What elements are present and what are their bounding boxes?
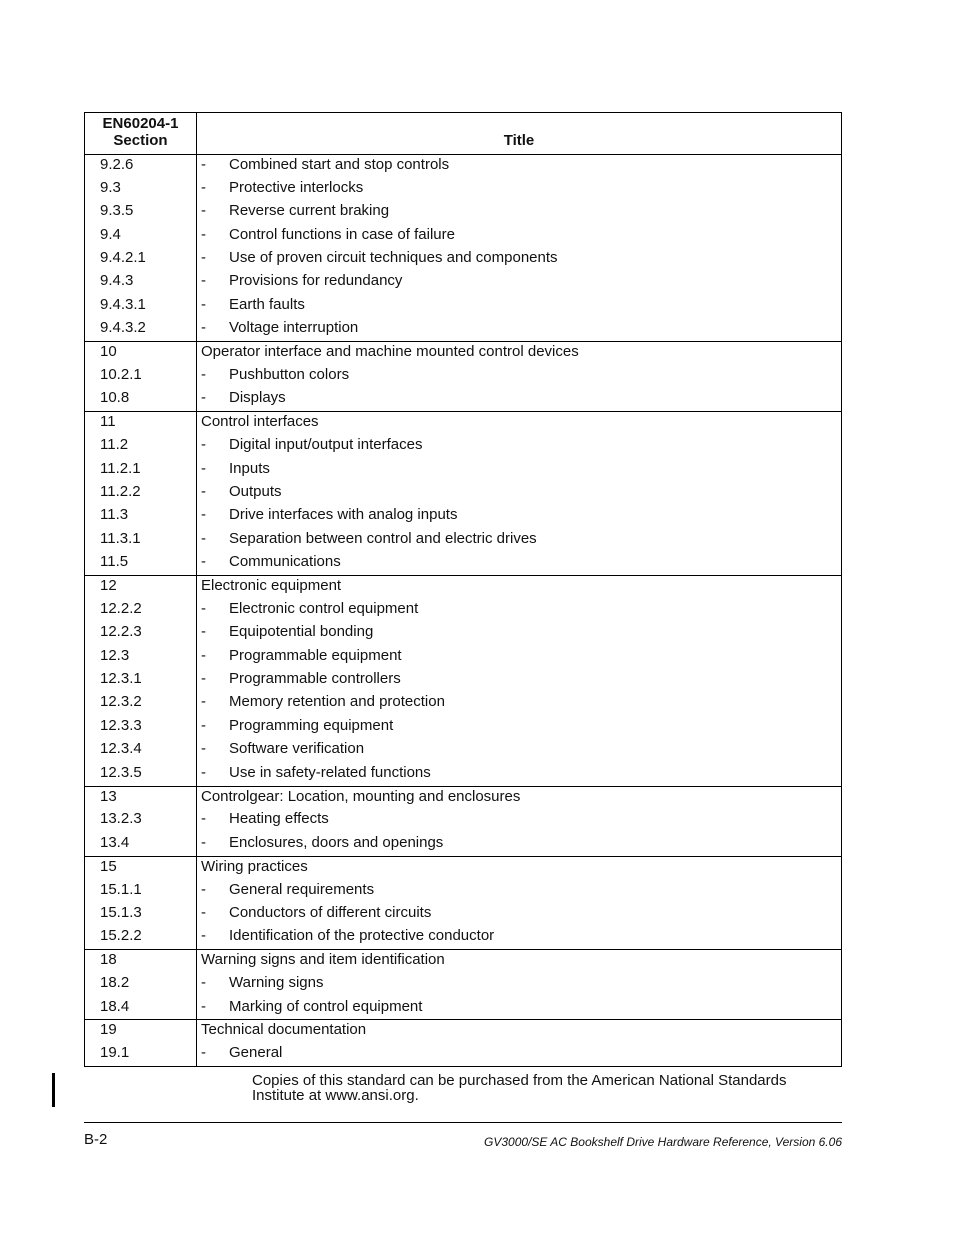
table-row <box>85 295 842 318</box>
section-cell: 12 <box>85 576 197 599</box>
section-cell: 13.2.3 <box>85 809 197 832</box>
title-text: Equipotential bonding <box>229 623 374 641</box>
title-cell <box>197 739 842 762</box>
title-text: Voltage interruption <box>229 319 359 337</box>
title-text: General <box>229 1044 283 1062</box>
section-cell: 11.2.2 <box>85 482 197 505</box>
title-text: Outputs <box>229 482 282 500</box>
dash-bullet: - <box>201 295 206 313</box>
title-text: Operator interface and machine mounted control devices <box>201 343 579 361</box>
dash-bullet: - <box>201 716 206 734</box>
dash-bullet: - <box>201 927 206 945</box>
table-row <box>85 248 842 271</box>
table-row <box>85 435 842 458</box>
table-row <box>85 505 842 528</box>
dash-bullet: - <box>201 319 206 337</box>
title-cell <box>197 646 842 669</box>
title-header-label: Title <box>503 132 535 149</box>
section-cell: 11.2 <box>85 435 197 458</box>
change-bar <box>52 1073 55 1107</box>
table-row <box>85 622 842 645</box>
title-cell <box>197 973 842 996</box>
title-cell <box>197 622 842 645</box>
table-row <box>85 763 842 786</box>
dash-bullet: - <box>201 693 206 711</box>
dash-bullet: - <box>201 389 206 407</box>
section-cell: 15.2.2 <box>85 926 197 949</box>
section-cell: 12.3.4 <box>85 739 197 762</box>
dash-bullet: - <box>201 833 206 851</box>
dash-bullet: - <box>201 249 206 267</box>
title-text: Controlgear: Location, mounting and enclosures <box>201 787 521 805</box>
table-row <box>85 950 842 973</box>
dash-bullet: - <box>201 997 206 1015</box>
footer-rule <box>84 1122 842 1123</box>
table-row <box>85 669 842 692</box>
title-column-header <box>197 113 842 155</box>
section-cell: 12.2.3 <box>85 622 197 645</box>
dash-bullet: - <box>201 1044 206 1062</box>
title-text: Warning signs and item identification <box>201 951 445 969</box>
title-text: Inputs <box>229 459 270 477</box>
section-cell: 12.3.2 <box>85 692 197 715</box>
title-cell <box>197 225 842 248</box>
title-cell <box>197 318 842 341</box>
section-cell: 9.4.3.1 <box>85 295 197 318</box>
title-text: Control interfaces <box>201 413 319 431</box>
section-cell: 12.3.1 <box>85 669 197 692</box>
title-cell <box>197 576 842 599</box>
section-cell: 10.8 <box>85 388 197 411</box>
section-cell: 10.2.1 <box>85 365 197 388</box>
title-text: Identification of the protective conductor <box>229 927 495 945</box>
title-cell <box>197 763 842 786</box>
title-text: Reverse current braking <box>229 202 390 220</box>
title-cell <box>197 388 842 411</box>
title-text: Warning signs <box>229 974 324 992</box>
section-cell: 10 <box>85 342 197 365</box>
section-cell: 9.4 <box>85 225 197 248</box>
table-row <box>85 903 842 926</box>
dash-bullet: - <box>201 272 206 290</box>
table-row <box>85 599 842 622</box>
table-row <box>85 880 842 903</box>
section-cell: 19 <box>85 1020 197 1043</box>
title-cell <box>197 692 842 715</box>
title-text: Combined start and stop controls <box>229 156 450 173</box>
title-text: Programming equipment <box>229 716 394 734</box>
section-cell: 15.1.3 <box>85 903 197 926</box>
title-text: Conductors of different circuits <box>229 904 432 921</box>
title-cell <box>197 342 842 365</box>
title-text: Separation between control and electric drives <box>229 529 537 547</box>
table-row <box>85 1043 842 1067</box>
title-text: Provisions for redundancy <box>229 272 403 290</box>
table-row <box>85 388 842 411</box>
dash-bullet: - <box>201 740 206 758</box>
section-cell: 9.4.3.2 <box>85 318 197 341</box>
section-cell: 12.2.2 <box>85 599 197 622</box>
dash-bullet: - <box>201 880 206 898</box>
title-text: Earth faults <box>229 295 305 313</box>
dash-bullet: - <box>201 436 206 454</box>
section-cell: 12.3.5 <box>85 763 197 786</box>
dash-bullet: - <box>201 670 206 688</box>
title-cell <box>197 833 842 856</box>
title-text: Use of proven circuit techniques and components <box>229 249 558 267</box>
title-text: Use in safety-related functions <box>229 763 431 781</box>
section-cell: 13.4 <box>85 833 197 856</box>
standards-table <box>84 112 842 1067</box>
dash-bullet: - <box>201 366 206 384</box>
title-cell <box>197 295 842 318</box>
title-text: Programmable controllers <box>229 670 401 688</box>
section-cell: 9.2.6 <box>85 155 197 178</box>
dash-bullet: - <box>201 459 206 477</box>
section-cell: 11.3.1 <box>85 529 197 552</box>
title-cell <box>197 505 842 528</box>
section-cell: 9.3 <box>85 178 197 201</box>
section-cell: 15 <box>85 856 197 879</box>
title-cell <box>197 599 842 622</box>
section-cell: 19.1 <box>85 1043 197 1067</box>
section-cell: 11.2.1 <box>85 459 197 482</box>
table-row <box>85 225 842 248</box>
title-text: Technical documentation <box>201 1021 367 1039</box>
title-cell <box>197 669 842 692</box>
title-text: Software verification <box>229 740 365 758</box>
title-text: Communications <box>229 553 341 571</box>
dash-bullet: - <box>201 646 206 664</box>
table-row <box>85 529 842 552</box>
section-cell: 18.2 <box>85 973 197 996</box>
table-row <box>85 716 842 739</box>
table-row <box>85 342 842 365</box>
title-cell <box>197 459 842 482</box>
section-cell: 12.3 <box>85 646 197 669</box>
dash-bullet: - <box>201 178 206 196</box>
dash-bullet: - <box>201 202 206 220</box>
title-cell <box>197 529 842 552</box>
table-row <box>85 739 842 762</box>
title-text: Wiring practices <box>201 857 308 875</box>
footnote: Copies of this standard can be purchased from the American National Standards Institute at www.ansi.org. <box>252 1072 787 1104</box>
title-cell <box>197 365 842 388</box>
dash-bullet: - <box>201 553 206 571</box>
title-text: Electronic control equipment <box>229 599 419 617</box>
section-cell: 13 <box>85 786 197 809</box>
table-row <box>85 201 842 224</box>
table-row <box>85 576 842 599</box>
title-cell <box>197 482 842 505</box>
table-header-row <box>85 113 842 155</box>
title-cell <box>197 178 842 201</box>
title-cell <box>197 1020 842 1043</box>
dash-bullet: - <box>201 810 206 828</box>
title-cell <box>197 880 842 903</box>
dash-bullet: - <box>201 974 206 992</box>
section-cell: 11.3 <box>85 505 197 528</box>
title-text: Protective interlocks <box>229 178 364 196</box>
section-cell: 11 <box>85 412 197 435</box>
title-text: Electronic equipment <box>201 577 342 595</box>
title-text: Marking of control equipment <box>229 997 423 1015</box>
title-cell <box>197 926 842 949</box>
section-column-header <box>85 113 197 155</box>
title-cell <box>197 997 842 1020</box>
table-row <box>85 318 842 341</box>
section-cell: 9.4.2.1 <box>85 248 197 271</box>
title-text: Digital input/output interfaces <box>229 436 423 454</box>
table-row <box>85 856 842 879</box>
table-row <box>85 178 842 201</box>
table-row <box>85 412 842 435</box>
title-cell <box>197 412 842 435</box>
table-row <box>85 365 842 388</box>
table-row <box>85 997 842 1020</box>
title-text: Drive interfaces with analog inputs <box>229 506 458 524</box>
title-cell <box>197 435 842 458</box>
title-text: General requirements <box>229 880 375 898</box>
section-cell: 18 <box>85 950 197 973</box>
title-cell <box>197 552 842 575</box>
dash-bullet: - <box>201 904 206 921</box>
dash-bullet: - <box>201 623 206 641</box>
section-cell: 11.5 <box>85 552 197 575</box>
title-cell <box>197 716 842 739</box>
title-text: Heating effects <box>229 810 329 828</box>
title-text: Displays <box>229 389 286 407</box>
title-text: Memory retention and protection <box>229 693 445 711</box>
table-row <box>85 552 842 575</box>
title-text: Enclosures, doors and openings <box>229 833 444 851</box>
title-text: Programmable equipment <box>229 646 402 664</box>
title-cell <box>197 271 842 294</box>
table-row <box>85 973 842 996</box>
title-cell <box>197 1043 842 1067</box>
dash-bullet: - <box>201 599 206 617</box>
title-cell <box>197 903 842 926</box>
section-cell: 15.1.1 <box>85 880 197 903</box>
table-row <box>85 786 842 809</box>
dash-bullet: - <box>201 763 206 781</box>
table-row <box>85 809 842 832</box>
table-row <box>85 1020 842 1043</box>
dash-bullet: - <box>201 506 206 524</box>
dash-bullet: - <box>201 529 206 547</box>
table-row <box>85 692 842 715</box>
title-cell <box>197 786 842 809</box>
section-header-label: EN60204-1 Section <box>102 115 179 149</box>
page-number: B-2 <box>84 1131 108 1148</box>
table-row <box>85 646 842 669</box>
section-cell: 9.4.3 <box>85 271 197 294</box>
title-cell <box>197 155 842 178</box>
title-cell <box>197 950 842 973</box>
title-cell <box>197 856 842 879</box>
title-text: Pushbutton colors <box>229 366 350 384</box>
table-row <box>85 926 842 949</box>
document-title: GV3000/SE AC Bookshelf Drive Hardware Reference, Version 6.06 <box>484 1135 842 1149</box>
table-row <box>85 833 842 856</box>
title-text: Control functions in case of failure <box>229 225 455 243</box>
table-body <box>85 155 842 1067</box>
dash-bullet: - <box>201 225 206 243</box>
section-cell: 18.4 <box>85 997 197 1020</box>
table-row <box>85 155 842 178</box>
table-row <box>85 459 842 482</box>
title-cell <box>197 248 842 271</box>
table-row <box>85 482 842 505</box>
section-cell: 12.3.3 <box>85 716 197 739</box>
title-cell <box>197 809 842 832</box>
section-cell: 9.3.5 <box>85 201 197 224</box>
title-cell <box>197 201 842 224</box>
dash-bullet: - <box>201 156 206 173</box>
dash-bullet: - <box>201 482 206 500</box>
table-row <box>85 271 842 294</box>
